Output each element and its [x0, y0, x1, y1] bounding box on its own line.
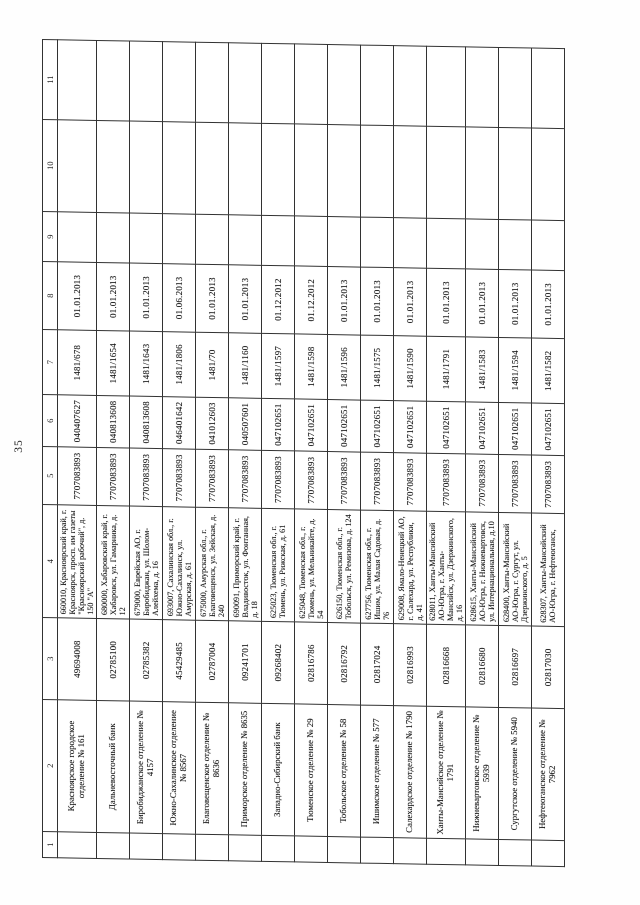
date-cell: 01.01.2013	[130, 263, 163, 332]
table-row	[196, 42, 229, 861]
empty-cell	[328, 44, 361, 125]
address-cell: 690091, Приморский край, г. Владивосток, ул. Фонтанная, д. 18	[229, 508, 262, 622]
empty-cell	[163, 834, 196, 861]
empty-cell	[499, 47, 532, 128]
column-number-header: 5	[43, 447, 58, 505]
table-row	[532, 48, 565, 867]
date-cell: 01.12.2012	[295, 266, 328, 335]
branch-name-cell: Приморское отделение № 8635	[229, 703, 262, 836]
branch-name-cell: Ишимское отделение № 577	[361, 705, 394, 838]
empty-cell	[229, 123, 262, 216]
address-cell: 628400, Ханты-Мансийский АО-Югра, г. Сургут, ул. Дзержинского, д. 5	[499, 512, 532, 626]
inn-cell: 7707083893	[58, 447, 97, 506]
empty-cell	[466, 47, 499, 128]
inn-cell: 7707083893	[229, 450, 262, 509]
branch-name-cell: Сургутское отделение № 5940	[499, 707, 532, 840]
okpo-code-cell: 02785382	[130, 619, 163, 702]
inn-cell: 7707083893	[130, 448, 163, 507]
bik-cell: 040407627	[58, 395, 97, 448]
empty-cell	[130, 121, 163, 214]
inn-cell: 7707083893	[328, 451, 361, 510]
okpo-code-cell: 02816993	[394, 624, 427, 707]
empty-cell	[58, 832, 97, 859]
date-cell: 01.01.2013	[196, 264, 229, 333]
empty-cell	[328, 836, 361, 863]
table-row	[130, 41, 163, 860]
empty-cell	[229, 43, 262, 124]
column-number-header: 3	[43, 618, 58, 700]
empty-cell	[466, 219, 499, 270]
table-row	[58, 40, 97, 859]
branch-name-cell: Нефтеюганское отделение № 7962	[532, 708, 565, 841]
empty-cell	[361, 45, 394, 126]
page-number: 35	[12, 439, 25, 453]
bik-cell: 047102651	[394, 401, 427, 454]
empty-cell	[229, 835, 262, 862]
inn-cell: 7707083893	[394, 453, 427, 512]
bik-cell: 040813608	[97, 395, 130, 448]
bik-cell: 047102651	[361, 400, 394, 453]
date-cell: 01.01.2013	[499, 269, 532, 338]
branch-name-cell: Тюменское отделение № 29	[295, 704, 328, 837]
okpo-code-cell: 09241701	[229, 621, 262, 704]
empty-cell	[295, 124, 328, 217]
address-cell: 629008, Ямало-Ненецкий АО, г. Салехард, ул. Республики, д. 41	[394, 511, 427, 625]
empty-cell	[466, 839, 499, 866]
empty-cell	[295, 836, 328, 863]
table-row	[466, 47, 499, 866]
empty-cell	[361, 125, 394, 218]
address-cell: 628011, Ханты-Мансийский АО-Югра, г. Ханты-Мансийск, ул. Дзержинского, д. 16	[427, 511, 466, 625]
empty-cell	[499, 839, 532, 866]
date-cell: 01.01.2013	[361, 267, 394, 336]
branch-name-cell: Южно-Сахалинское отделение № 8567	[163, 702, 196, 835]
address-cell: 660010, Красноярский край, г. Красноярск, просп. им газеты "Красноярский рабочий", д. 150 "А"	[58, 505, 97, 619]
okpo-code-cell: 02817030	[532, 626, 565, 709]
address-cell: 693007, Сахалинская обл., г. Южно-Сахалинск, ул. Амурская, д. 61	[163, 507, 196, 621]
bik-cell: 047102651	[499, 402, 532, 455]
branch-table	[42, 39, 565, 867]
date-cell: 01.01.2013	[466, 269, 499, 338]
branch-name-cell: Салехардское отделение № 1790	[394, 706, 427, 839]
date-cell: 01.01.2013	[427, 268, 466, 337]
empty-cell	[130, 41, 163, 122]
bik-cell: 047102651	[262, 398, 295, 451]
empty-cell	[130, 833, 163, 860]
okpo-code-cell: 02816792	[328, 622, 361, 705]
reg-number-cell: 1481/1598	[295, 334, 328, 400]
inn-cell: 7707083893	[196, 449, 229, 508]
table-row	[361, 45, 394, 864]
date-cell: 01.01.2013	[394, 268, 427, 337]
empty-cell	[163, 42, 196, 123]
reg-number-cell: 1481/1596	[328, 334, 361, 400]
empty-cell	[427, 838, 466, 865]
bik-cell: 047102651	[427, 401, 466, 454]
table-row	[229, 43, 262, 862]
branch-name-cell: Тобольское отделение № 58	[328, 704, 361, 837]
reg-number-cell: 1481/1791	[427, 336, 466, 402]
branch-name-cell: Биробиджанское отделение № 4157	[130, 701, 163, 834]
empty-cell	[58, 120, 97, 213]
empty-cell	[262, 43, 295, 124]
date-cell: 01.01.2013	[328, 266, 361, 335]
date-cell: 01.06.2013	[163, 264, 196, 333]
bik-cell: 047102651	[328, 399, 361, 452]
column-number-header: 11	[43, 40, 58, 120]
column-number-row	[43, 40, 58, 858]
reg-number-cell: 1481/70	[196, 332, 229, 398]
empty-cell	[97, 40, 130, 121]
table-row	[394, 46, 427, 865]
address-cell: 625023, Тюменская обл., г. Тюмень, ул. Рижская, д. 61	[262, 508, 295, 622]
empty-cell	[361, 217, 394, 268]
address-cell: 680000, Хабаровский край, г. Хабаровск, ул. Гамарника, д. 12	[97, 505, 130, 619]
bik-cell: 047102651	[532, 403, 565, 456]
table-row	[295, 44, 328, 863]
date-cell: 01.01.2013	[532, 270, 565, 339]
empty-cell	[262, 123, 295, 216]
inn-cell: 7707083893	[361, 452, 394, 511]
okpo-code-cell: 02816680	[466, 625, 499, 708]
empty-cell	[97, 120, 130, 213]
address-cell: 625048, Тюменская обл., г. Тюмень, ул. Мельникайте, д. 54	[295, 509, 328, 623]
inn-cell: 7707083893	[163, 449, 196, 508]
empty-cell	[262, 215, 295, 266]
reg-number-cell: 1481/1590	[394, 336, 427, 402]
empty-cell	[130, 213, 163, 264]
column-number-header: 1	[43, 832, 58, 858]
inn-cell: 7707083893	[532, 455, 565, 514]
branch-name-cell: Благовещенское отделение № 8636	[196, 702, 229, 835]
table-row	[262, 43, 295, 862]
empty-cell	[229, 215, 262, 266]
empty-cell	[427, 218, 466, 269]
date-cell: 01.01.2013	[58, 262, 97, 331]
inn-cell: 7707083893	[499, 454, 532, 513]
empty-cell	[394, 126, 427, 219]
table-row	[163, 42, 196, 861]
empty-cell	[58, 212, 97, 263]
reg-number-cell: 1481/1806	[163, 332, 196, 398]
empty-cell	[466, 127, 499, 220]
reg-number-cell: 1481/1582	[532, 338, 565, 404]
reg-number-cell: 1481/1575	[361, 335, 394, 401]
empty-cell	[394, 838, 427, 865]
column-number-header: 7	[43, 330, 58, 395]
address-cell: 628615, Ханты-Мансийский АО-Югра, г. Нижневартовск, ул. Интернациональная, д.10	[466, 512, 499, 626]
rotated-table-container	[42, 40, 565, 867]
empty-cell	[295, 44, 328, 125]
empty-cell	[427, 126, 466, 219]
empty-cell	[328, 216, 361, 267]
reg-number-cell: 1481/1643	[130, 331, 163, 397]
empty-cell	[163, 214, 196, 265]
column-number-header: 4	[43, 505, 58, 618]
date-cell: 01.01.2013	[229, 265, 262, 334]
empty-cell	[196, 214, 229, 265]
table-row	[427, 46, 466, 865]
empty-cell	[532, 48, 565, 129]
bik-cell: 047102651	[295, 399, 328, 452]
column-number-header: 6	[43, 395, 58, 447]
branch-name-cell: Западно-Сибирский банк	[262, 703, 295, 836]
reg-number-cell: 1481/1654	[97, 330, 130, 396]
empty-cell	[295, 216, 328, 267]
reg-number-cell: 1481/1594	[499, 337, 532, 403]
okpo-code-cell: 02785100	[97, 618, 130, 701]
okpo-code-cell: 45429485	[163, 620, 196, 703]
empty-cell	[328, 124, 361, 217]
date-cell: 01.01.2013	[97, 262, 130, 331]
empty-cell	[196, 42, 229, 123]
table-row	[97, 40, 130, 859]
reg-number-cell: 1481/678	[58, 330, 97, 396]
column-number-header: 10	[43, 120, 58, 212]
date-cell: 01.12.2012	[262, 265, 295, 334]
reg-number-cell: 1481/1160	[229, 333, 262, 399]
table-row	[499, 47, 532, 866]
address-cell: 628307, Ханты-Мансийский АО-Югра, г. Нефтеюганск,	[532, 513, 565, 627]
empty-cell	[97, 212, 130, 263]
empty-cell	[499, 219, 532, 270]
empty-cell	[196, 834, 229, 861]
address-cell: 627756, Тюменская обл., г. Ишим, ул. Малая Садовая, д. 76	[361, 510, 394, 624]
bik-cell: 041012603	[196, 397, 229, 450]
bik-cell: 046401642	[163, 397, 196, 450]
empty-cell	[532, 840, 565, 867]
inn-cell: 7707083893	[295, 451, 328, 510]
okpo-code-cell: 02816786	[295, 622, 328, 705]
empty-cell	[499, 127, 532, 220]
empty-cell	[196, 122, 229, 215]
branch-name-cell: Ханты-Мансийское отделение № 1791	[427, 706, 466, 839]
inn-cell: 7707083893	[97, 447, 130, 506]
empty-cell	[532, 128, 565, 221]
bik-cell: 040813608	[130, 396, 163, 449]
empty-cell	[262, 835, 295, 862]
empty-cell	[394, 218, 427, 269]
empty-cell	[394, 46, 427, 127]
inn-cell: 7707083893	[466, 454, 499, 513]
bik-cell: 040507601	[229, 398, 262, 451]
okpo-code-cell: 02816668	[427, 624, 466, 707]
bik-cell: 047102651	[466, 402, 499, 455]
okpo-code-cell: 49694008	[58, 618, 97, 701]
empty-cell	[163, 122, 196, 215]
okpo-code-cell: 02817024	[361, 623, 394, 706]
inn-cell: 7707083893	[427, 453, 466, 512]
branch-name-cell: Дальневосточный банк	[97, 700, 130, 833]
address-cell: 675000, Амурская обл., г. Благовещенск, ул. Зейская, д. 240	[196, 507, 229, 621]
column-number-header: 9	[43, 212, 58, 262]
okpo-code-cell: 09268402	[262, 621, 295, 704]
empty-cell	[97, 832, 130, 859]
address-cell: 679000, Еврейская АО, г. Биробиджан, ул. Шолом-Алейхема, д. 16	[130, 506, 163, 620]
empty-cell	[427, 46, 466, 127]
reg-number-cell: 1481/1583	[466, 337, 499, 403]
empty-cell	[58, 40, 97, 121]
inn-cell: 7707083893	[262, 450, 295, 509]
branch-name-cell: Красноярское городское отделение № 161	[58, 700, 97, 833]
table-row	[328, 44, 361, 863]
column-number-header: 8	[43, 262, 58, 330]
okpo-code-cell: 02816697	[499, 625, 532, 708]
empty-cell	[532, 220, 565, 271]
reg-number-cell: 1481/1597	[262, 333, 295, 399]
branch-name-cell: Нижневартовское отделение № 5939	[466, 707, 499, 840]
empty-cell	[361, 837, 394, 864]
okpo-code-cell: 02787004	[196, 620, 229, 703]
column-number-header: 2	[43, 700, 58, 832]
address-cell: 626150, Тюменская обл., г. Тобольск, ул. Ремизова, д. 124	[328, 509, 361, 623]
